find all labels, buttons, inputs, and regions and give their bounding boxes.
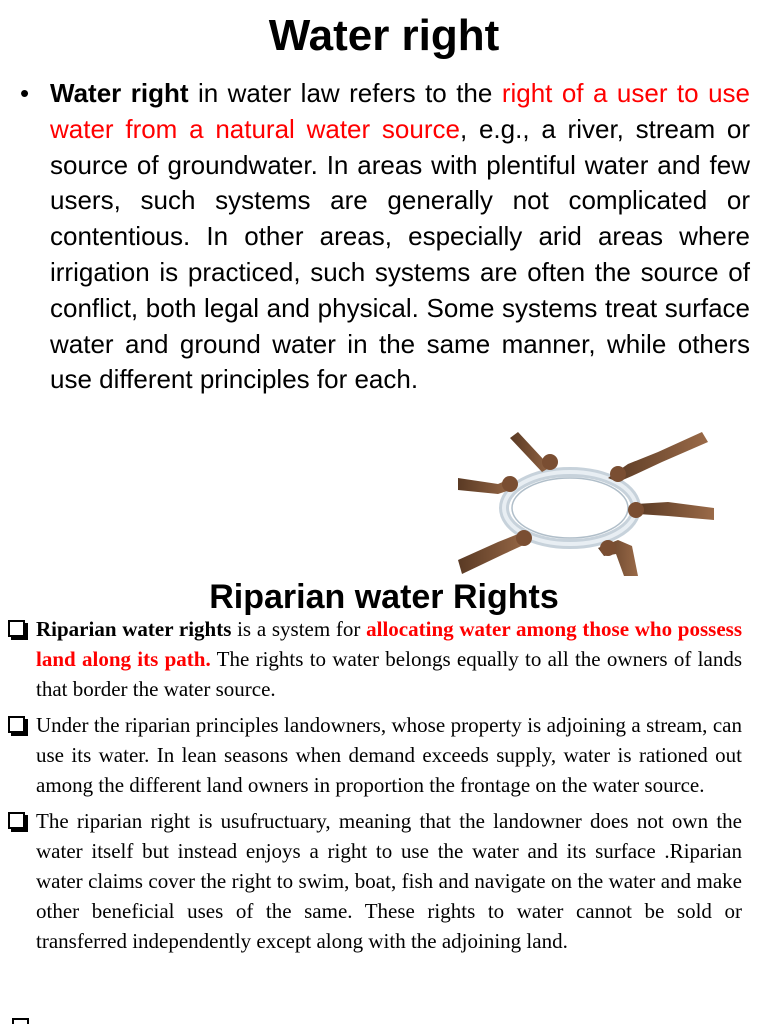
text-span: The rights to water belongs equally to all the owners of lands that border the water source. bbox=[36, 647, 742, 701]
water-right-bullet bbox=[20, 76, 750, 398]
term-water-right: Water right bbox=[50, 78, 189, 108]
bullet-dot-icon: • bbox=[20, 78, 30, 108]
text-span: in water law refers to the bbox=[188, 78, 502, 108]
list-item bbox=[4, 806, 742, 956]
square-bullet-icon bbox=[8, 716, 25, 733]
text-span: , e.g., a river, stream or source of groundwater. In areas with plentiful water and few users, such systems are generally not complicated or contentious. In other areas, especially arid areas where irrigation is practiced, such systems are often the source of conflict, both legal and physical. Some systems treat surface water and ground water in the same manner, while others use different principles for each. bbox=[50, 113, 751, 395]
highlight-allocation: allocating water among those who possess land along its path. bbox=[36, 617, 743, 671]
hands-water-ring-image bbox=[458, 432, 714, 576]
square-bullet-icon bbox=[8, 812, 25, 829]
page-title: Water right bbox=[268, 11, 500, 60]
term-riparian: Riparian water rights bbox=[36, 617, 232, 641]
list-item bbox=[4, 710, 742, 800]
section-title: Riparian water Rights bbox=[209, 578, 559, 616]
item-text: Under the riparian principles landowners, whose property is adjoining a stream, can use its water. In lean seasons when demand exceeds supply, water is rationed out among the different land owners in proportion the frontage on the water source. bbox=[36, 713, 742, 797]
water-right-text bbox=[50, 76, 750, 398]
riparian-list bbox=[4, 614, 742, 962]
highlight-definition: right of a user to use water from a natural water source bbox=[50, 78, 750, 144]
list-item bbox=[4, 614, 742, 704]
item-text: The riparian right is usufructuary, meaning that the landowner does not own the water itself but instead enjoys a right to use the water and its surface .Riparian water claims cover the right to swim, boat, fish and navigate on the water and make other beneficial uses of the same. These rights to water cannot be sold or transferred independently except along with the adjoining land. bbox=[36, 809, 742, 953]
square-bullet-icon bbox=[8, 620, 25, 637]
cut-off-next-item bbox=[8, 1016, 748, 1024]
square-bullet-icon bbox=[12, 1018, 29, 1024]
text-span: is a system for bbox=[231, 617, 367, 641]
